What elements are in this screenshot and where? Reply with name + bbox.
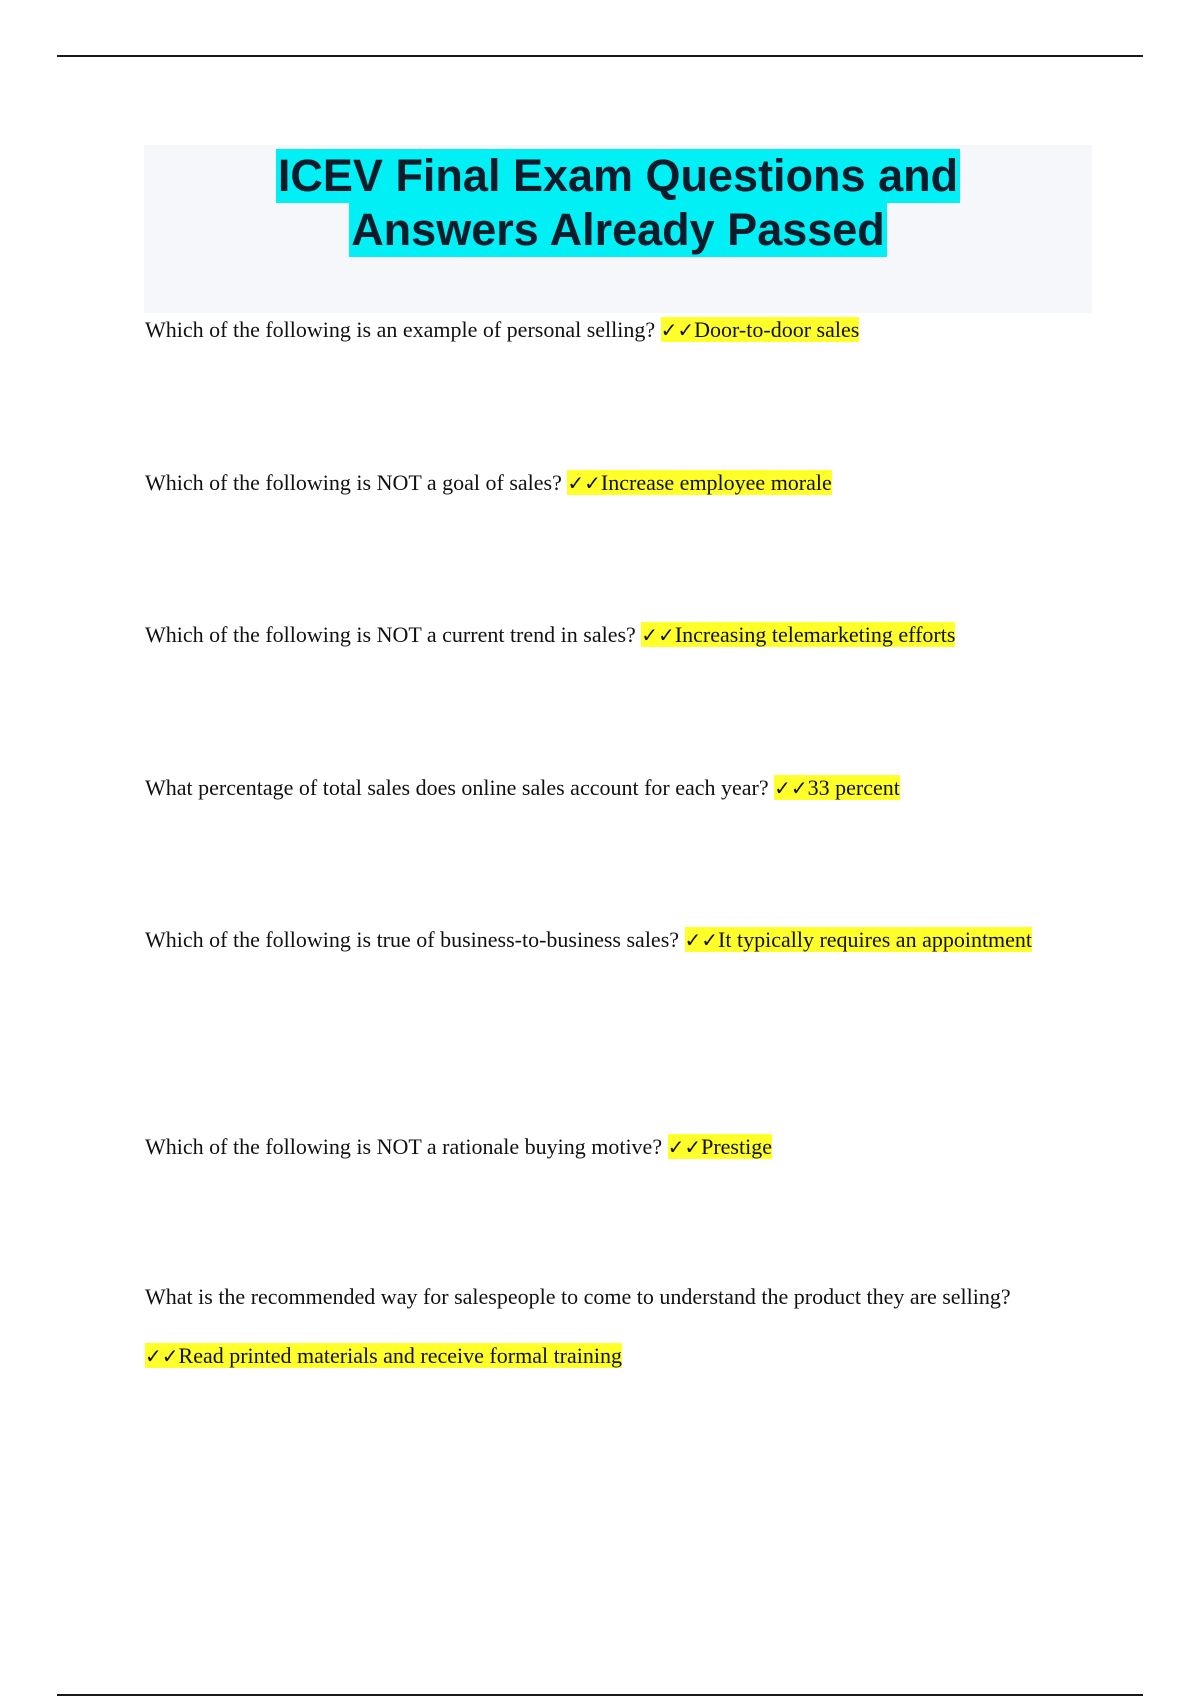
answer-text: Prestige: [701, 1134, 772, 1159]
double-check-icon: ✓✓: [774, 776, 808, 800]
title-line-1: ICEV Final Exam Questions and: [277, 150, 959, 201]
answer-text: 33 percent: [807, 775, 900, 800]
question-text: Which of the following is NOT a current trend in sales?: [145, 622, 642, 647]
answer-highlight: [641, 622, 955, 647]
answer-text: Increase employee morale: [600, 470, 832, 495]
question-text: Which of the following is true of business-to-business sales?: [145, 927, 685, 952]
double-check-icon: ✓✓: [684, 928, 719, 952]
question-text: What percentage of total sales does online sales account for each year?: [145, 775, 775, 800]
question-text: Which of the following is NOT a rationale buying motive?: [145, 1134, 668, 1159]
double-check-icon: ✓✓: [145, 1344, 179, 1368]
answer-highlight: [685, 927, 1033, 952]
qa-item-7: [145, 1267, 1045, 1386]
top-rule: [57, 55, 1143, 57]
answer-text: Increasing telemarketing efforts: [674, 622, 956, 647]
qa-item-3: [145, 605, 1045, 665]
double-check-icon: ✓✓: [660, 318, 695, 342]
qa-item-4: [145, 758, 1045, 818]
qa-item-1: [145, 300, 1045, 360]
qa-item-6: [145, 1117, 1045, 1177]
answer-highlight: [661, 317, 860, 342]
answer-text: Door-to-door sales: [694, 317, 860, 342]
qa-item-2: [145, 453, 1045, 513]
double-check-icon: ✓✓: [567, 471, 601, 495]
title-block: [144, 145, 1092, 313]
document-title: [144, 145, 1092, 257]
title-line-2: Answers Already Passed: [351, 204, 885, 255]
question-text: What is the recommended way for salespeople to come to understand the product they are selling?: [145, 1284, 1011, 1309]
answer-text: Read printed materials and receive formal training: [178, 1343, 622, 1368]
double-check-icon: ✓✓: [641, 623, 675, 647]
answer-highlight: [774, 775, 900, 800]
question-text: Which of the following is NOT a goal of sales?: [145, 470, 568, 495]
qa-item-5: [145, 910, 1045, 970]
double-check-icon: ✓✓: [667, 1135, 702, 1159]
question-text: Which of the following is an example of personal selling?: [145, 317, 661, 342]
answer-highlight: [668, 1134, 772, 1159]
bottom-rule: [57, 1694, 1143, 1696]
answer-text: It typically requires an appointment: [718, 927, 1033, 952]
answer-highlight: [567, 470, 831, 495]
answer-highlight: [145, 1343, 622, 1368]
